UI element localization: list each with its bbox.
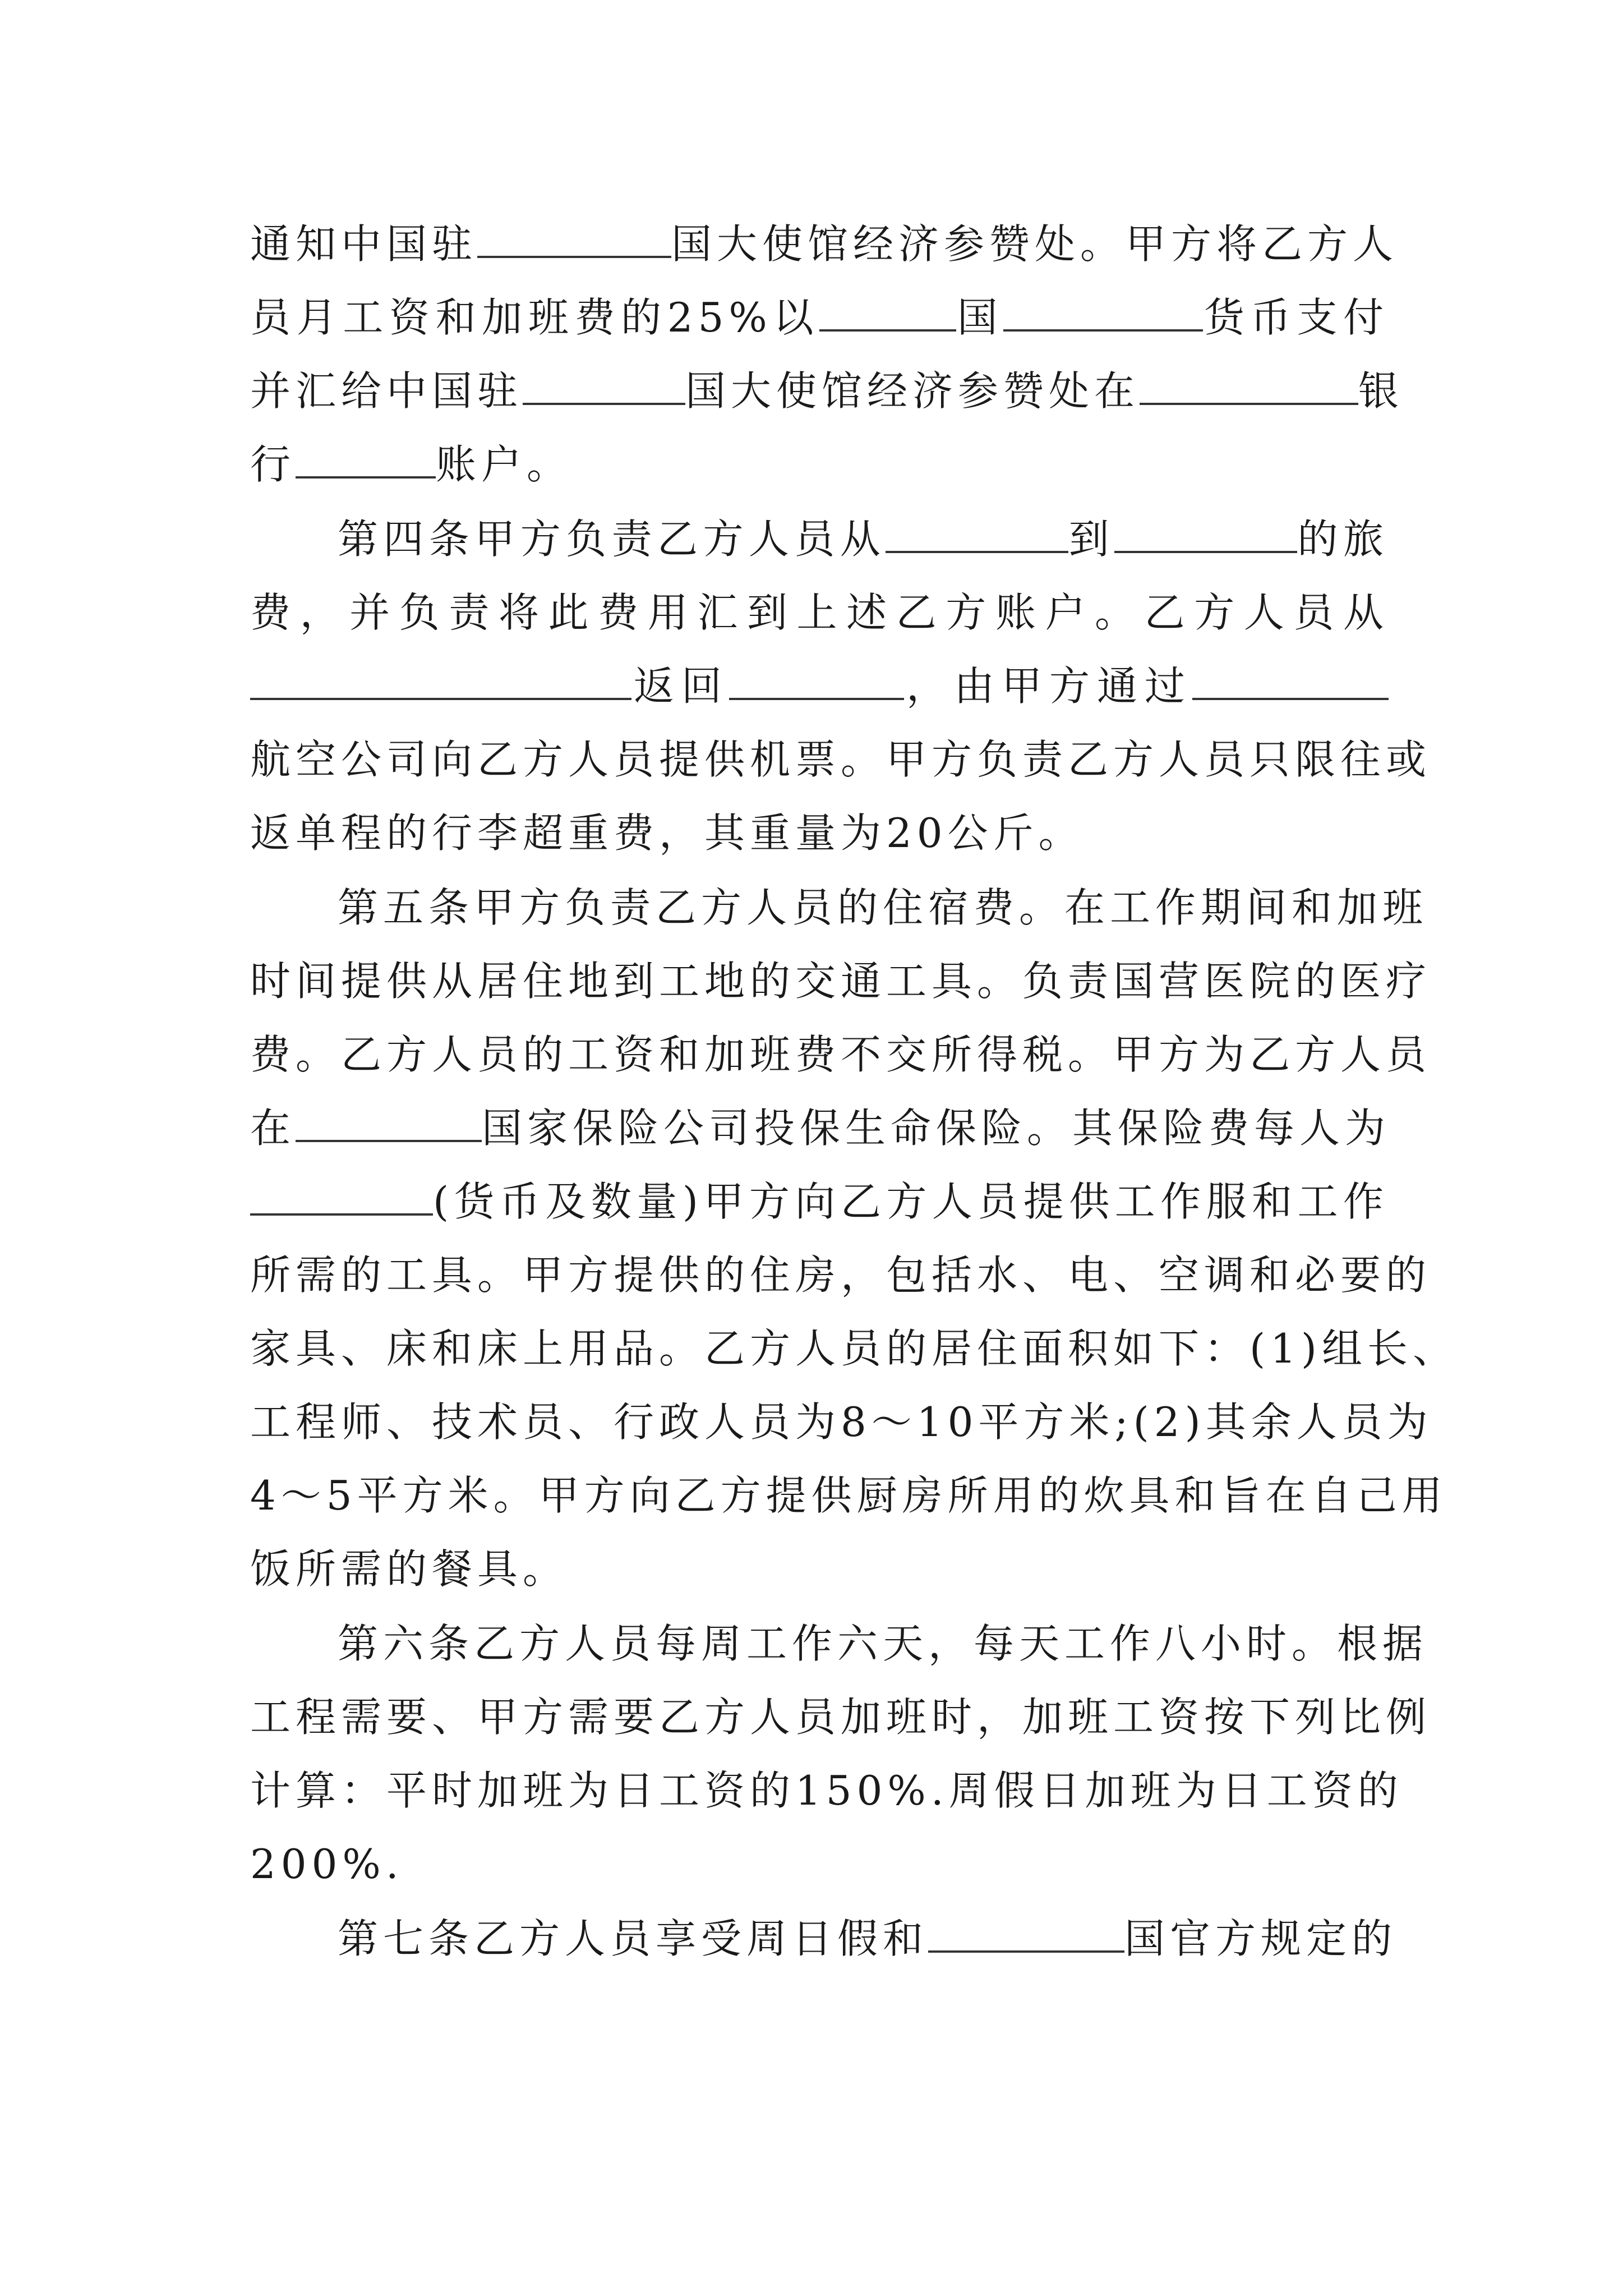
text-line bbox=[250, 1092, 1389, 1165]
fill-in-blank bbox=[250, 1181, 433, 1216]
fill-in-blank bbox=[886, 518, 1068, 553]
text-segment: 工程师、技术员、行政人员为8～10平方米;(2)其余人员为 bbox=[250, 1398, 1433, 1446]
text-segment: 第四条甲方负责乙方人员从 bbox=[338, 516, 886, 563]
text-segment: 所需的工具。甲方提供的住房，包括水、电、空调和必要的 bbox=[250, 1251, 1432, 1299]
text-line bbox=[250, 1902, 1398, 1976]
fill-in-blank bbox=[477, 223, 671, 258]
text-segment: 饭所需的餐具。 bbox=[250, 1545, 569, 1593]
fill-in-blank bbox=[1192, 665, 1389, 700]
text-segment: 费。乙方人员的工资和加班费不交所得税。甲方为乙方人员 bbox=[250, 1031, 1432, 1078]
text-segment: 国家保险公司投保生命保险。其保险费每人为 bbox=[482, 1105, 1391, 1152]
text-line bbox=[250, 1459, 1447, 1533]
text-segment: 第六条乙方人员每周工作六天，每天工作八小时。根据 bbox=[338, 1620, 1428, 1667]
text-segment: 4～5平方米。甲方向乙方提供厨房所用的炊具和旨在自己用 bbox=[250, 1472, 1447, 1519]
fill-in-blank bbox=[296, 444, 436, 478]
text-line bbox=[250, 208, 1399, 281]
text-line bbox=[250, 1533, 1389, 1606]
text-segment: 家具、床和床上用品。乙方人员的居住面积如下：(1)组长、 bbox=[250, 1325, 1458, 1372]
text-segment: 行 bbox=[250, 441, 296, 488]
text-segment: 通知中国驻 bbox=[250, 220, 478, 268]
text-line bbox=[250, 1239, 1432, 1312]
text-segment: 返回 bbox=[631, 662, 729, 710]
text-segment: 第五条甲方负责乙方人员的住宿费。在工作期间和加班 bbox=[338, 884, 1428, 931]
text-segment: 国大使馆经济参赞处在 bbox=[685, 367, 1140, 415]
text-line bbox=[250, 1607, 1428, 1681]
text-line bbox=[250, 650, 1389, 723]
text-segment: 工程需要、甲方需要乙方人员加班时，加班工资按下列比例 bbox=[250, 1694, 1432, 1741]
text-line bbox=[250, 281, 1389, 355]
text-line bbox=[250, 355, 1404, 428]
document-page bbox=[250, 208, 1458, 1976]
text-line bbox=[250, 428, 1389, 501]
text-segment: 并汇给中国驻 bbox=[250, 367, 523, 415]
text-segment: 在 bbox=[250, 1105, 296, 1152]
text-segment: 返单程的行李超重费，其重量为20公斤。 bbox=[250, 809, 1084, 857]
text-line bbox=[250, 1828, 1389, 1901]
fill-in-blank bbox=[1114, 518, 1297, 553]
text-line bbox=[250, 503, 1389, 576]
text-segment: 费，并负责将此费用汇到上述乙方账户。乙方人员从 bbox=[250, 589, 1389, 636]
text-segment: 计算：平时加班为日工资的150%.周假日加班为日工资的 bbox=[250, 1767, 1403, 1814]
text-segment: 200%. bbox=[250, 1841, 404, 1888]
text-segment: 第七条乙方人员享受周日假和 bbox=[338, 1915, 929, 1962]
fill-in-blank bbox=[1140, 370, 1358, 405]
text-line bbox=[250, 1312, 1458, 1386]
text-segment: 账户。 bbox=[436, 441, 573, 488]
fill-in-blank bbox=[250, 665, 631, 700]
text-line bbox=[250, 723, 1432, 797]
text-segment: 货币支付 bbox=[1203, 294, 1389, 341]
text-line bbox=[250, 1018, 1432, 1092]
text-segment: 国 bbox=[956, 294, 1004, 341]
text-line bbox=[250, 1754, 1403, 1828]
fill-in-blank bbox=[928, 1918, 1124, 1953]
text-line bbox=[250, 1681, 1432, 1754]
text-line bbox=[250, 1165, 1389, 1239]
text-segment: ，由甲方通过 bbox=[904, 662, 1192, 710]
text-segment: 航空公司向乙方人员提供机票。甲方负责乙方人员只限往或 bbox=[250, 736, 1432, 783]
text-line bbox=[250, 945, 1432, 1018]
fill-in-blank bbox=[1003, 297, 1203, 332]
text-segment: 员月工资和加班费的25%以 bbox=[250, 294, 820, 341]
text-segment: 国大使馆经济参赞处。甲方将乙方人 bbox=[671, 220, 1399, 268]
text-line bbox=[250, 871, 1428, 945]
text-segment: 国官方规定的 bbox=[1124, 1915, 1398, 1962]
text-segment: (货币及数量)甲方向乙方人员提供工作服和工作 bbox=[433, 1178, 1389, 1225]
fill-in-blank bbox=[523, 370, 685, 405]
text-segment: 到 bbox=[1068, 516, 1115, 563]
text-line bbox=[250, 576, 1389, 650]
text-line bbox=[250, 1386, 1433, 1459]
text-segment: 时间提供从居住地到工地的交通工具。负责国营医院的医疗 bbox=[250, 958, 1432, 1005]
fill-in-blank bbox=[819, 297, 956, 332]
text-segment: 银 bbox=[1358, 367, 1404, 415]
text-segment: 的旅 bbox=[1297, 516, 1389, 563]
fill-in-blank bbox=[296, 1107, 482, 1142]
fill-in-blank bbox=[729, 665, 904, 700]
text-line bbox=[250, 797, 1389, 870]
